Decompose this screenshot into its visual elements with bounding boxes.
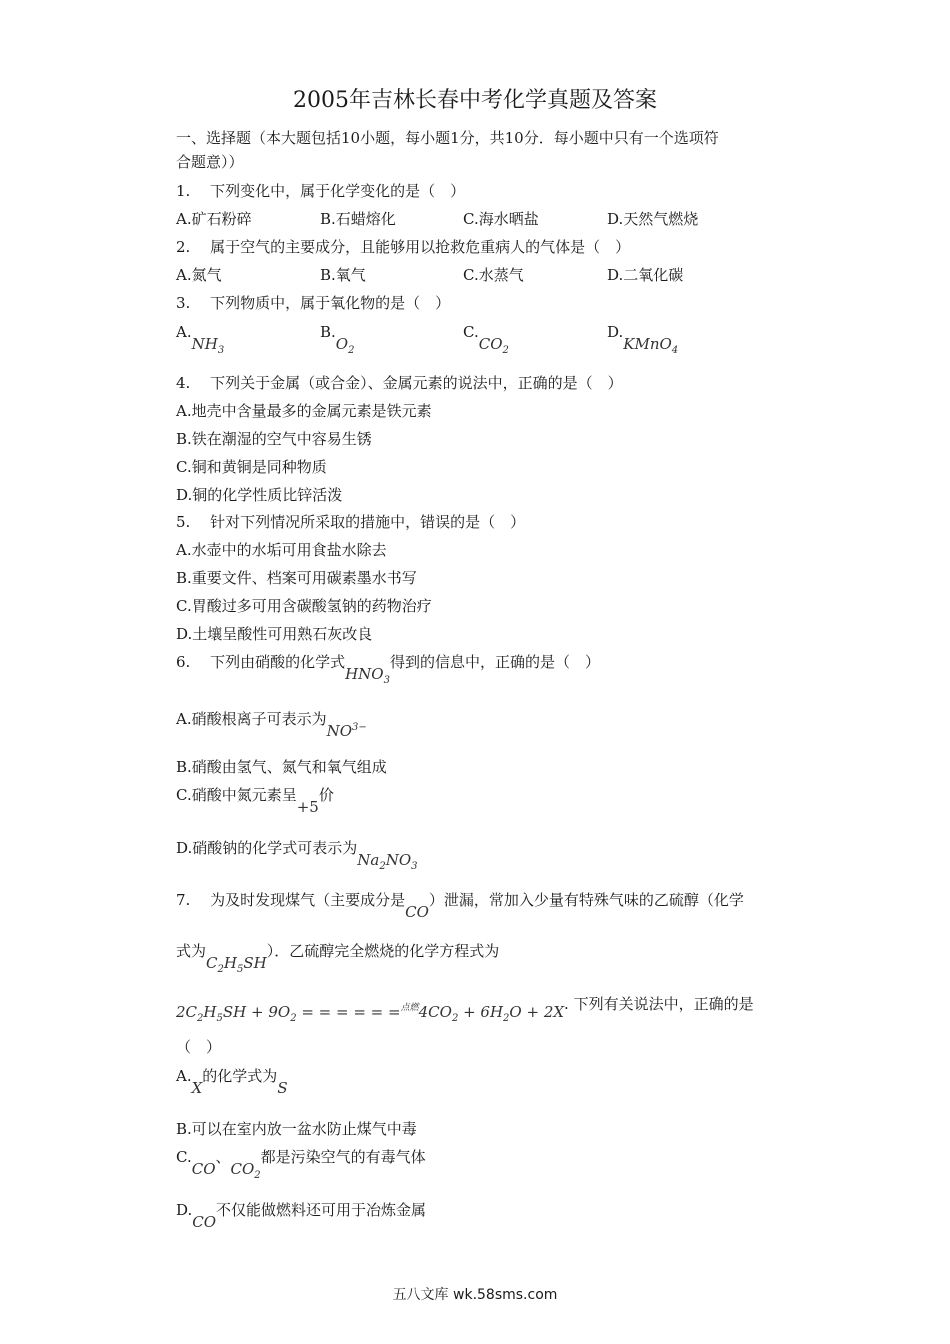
section-heading-line1: 一、选择题（本大题包括10小题，每小题1分，共10分．每小题中只有一个选项符 (176, 129, 719, 147)
q2-option-d: D.二氧化碳 (607, 266, 684, 284)
q1-option-b: B.石蜡熔化 (320, 210, 396, 228)
q7-stem-line2: 式为$C_2H_5SH$）．乙硫醇完全燃烧的化学方程式为 (176, 942, 500, 975)
q7-chemical-equation: $2C_2H_5SH + 9O_2$ = = = = = $=^{点燃}4CO_2 + 6H_2O + 2X$. 下列有关说法中，正确的是 (176, 995, 754, 1024)
q7-stem-line4: （ ） (176, 1038, 222, 1056)
q7-formula-co: CO (405, 903, 429, 921)
q7-option-c: C.CO、$CO_2$都是污染空气的有毒气体 (176, 1148, 426, 1181)
q6-formula-na2no3: $Na_2NO_3$ (357, 851, 418, 872)
q3-option-d: D.KMnO$_4$ (607, 323, 679, 356)
q5-option-a: A.水壶中的水垢可用食盐水除去 (176, 541, 387, 559)
q1-stem: 1. 下列变化中，属于化学变化的是（ ） (176, 182, 466, 200)
q3-formula-d: KMnO$_4$ (623, 335, 679, 356)
q7-formula-x: X (191, 1079, 203, 1097)
q5-option-b: B.重要文件、档案可用碳素墨水书写 (176, 569, 417, 587)
q7-option-b: B.可以在室内放一盆水防止煤气中毒 (176, 1120, 417, 1138)
q4-stem: 4. 下列关于金属（或合金）、金属元素的说法中，正确的是（ ） (176, 374, 623, 392)
q3-option-a: $A.NH_3$ (176, 323, 225, 356)
q1-option-c: C.海水晒盐 (463, 210, 539, 228)
q3-option-b: $B.O_2$ (320, 323, 355, 356)
footer-watermark: 五八文库 wk.58sms.com (392, 1287, 558, 1303)
q6-formula-valence: +5 (296, 798, 319, 816)
q4-option-d: D.铜的化学性质比锌活泼 (176, 486, 343, 504)
q6-option-a: A.硝酸根离子可表示为$NO^{3-}$ (176, 710, 367, 740)
q2-option-c: C.水蒸气 (463, 266, 524, 284)
q3-stem: 3. 下列物质中，属于氧化物的是（ ） (176, 294, 451, 312)
q7-equation-condition: 点燃 (400, 1003, 419, 1013)
q5-option-c: C.胃酸过多可用含碳酸氢钠的药物治疗 (176, 597, 432, 615)
q7-option-d: D.CO不仅能做燃料还可用于冶炼金属 (176, 1201, 427, 1231)
q3-option-c: $C.CO_2$ (463, 323, 509, 356)
q5-option-d: D.土壤呈酸性可用熟石灰改良 (176, 625, 373, 643)
q4-option-c: C.铜和黄铜是同种物质 (176, 458, 327, 476)
q2-option-b: B.氧气 (320, 266, 366, 284)
q6-stem: 6. 下列由硝酸的化学式$HNO_3$得到的信息中，正确的是（ ） (176, 653, 600, 686)
q6-option-b: B.硝酸由氢气、氮气和氧气组成 (176, 758, 387, 776)
q6-formula-hno3: $HNO_3$ (345, 665, 390, 686)
q3-formula-b: $O_2$ (335, 335, 355, 356)
q7-formula-co2: $CO_2$ (230, 1160, 261, 1181)
q6-option-c: C.硝酸中氮元素呈+5价 (176, 786, 334, 816)
q6-option-d: D.硝酸钠的化学式可表示为$Na_2NO_3$ (176, 839, 418, 872)
q4-option-a: A.地壳中含量最多的金属元素是铁元素 (176, 402, 432, 420)
q7-option-a: A.X的化学式为S (176, 1067, 288, 1097)
q5-stem: 5. 针对下列情况所采取的措施中，错误的是（ ） (176, 513, 526, 531)
q2-stem: 2. 属于空气的主要成分，且能够用以抢救危重病人的气体是（ ） (176, 238, 631, 256)
q7-formula-co-c: CO (191, 1160, 216, 1178)
document-title: 2005年吉林长春中考化学真题及答案 (293, 88, 657, 113)
section-heading-line2: 合题意）） (176, 153, 244, 171)
q1-option-a: A.矿石粉碎 (176, 210, 252, 228)
q6-formula-no3-ion: $NO^{3-}$ (326, 722, 367, 740)
q7-formula-c2h5sh: $C_2H_5SH$ (206, 954, 267, 975)
q3-formula-a: $NH_3$ (191, 335, 225, 356)
q3-formula-c: $CO_2$ (478, 335, 509, 356)
q7-stem-line1: 7. 为及时发现煤气（主要成分是CO）泄漏，常加入少量有特殊气味的乙硫醇（化学 (176, 891, 744, 921)
q7-formula-s: S (277, 1079, 288, 1097)
q7-formula-co-d: CO (192, 1213, 217, 1231)
q2-option-a: A.氮气 (176, 266, 222, 284)
q1-option-d: D.天然气燃烧 (607, 210, 699, 228)
q4-option-b: B.铁在潮湿的空气中容易生锈 (176, 430, 372, 448)
